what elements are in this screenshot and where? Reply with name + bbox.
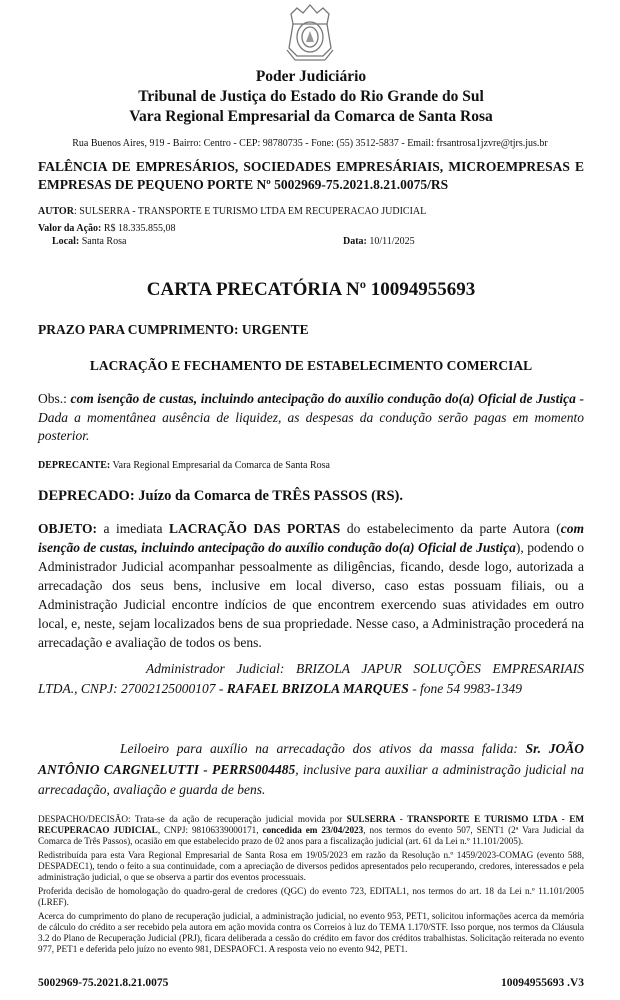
deprecado-label: DEPRECADO: — [38, 488, 135, 504]
deprecante-line — [38, 459, 584, 472]
autor-value: : SULSERRA - TRANSPORTE E TURISMO LTDA EM RECUPERACAO JUDICIAL — [73, 206, 427, 217]
letterhead — [38, 67, 584, 127]
objeto-label: OBJETO: — [38, 521, 98, 536]
footer — [38, 977, 584, 989]
despacho-text: DESPACHO/DECISÃO: Trata-se da ação de recuperação judicial movida por — [38, 814, 347, 824]
despacho-paragraph-4: Acerca do cumprimento do plano de recuperação judicial, a administração judicial, no evento 953, PET1, solicitou informações acerca da memória de cálculo do crédito a ser recebido pela autora em ação movida contra os Correios à luz do TEMA 1.170/STF. Isso porque, nos termos da Cláusula 3.2 do Plano de Recuperação Judicial (PRJ), ficara deliberada a cessão do crédito em favor dos créditos trabalhistas. Solicitação reiterada no evento 977, PET1 e deferida pelo juízo no evento 981, DESPAOFC1. A resposta veio no evento 942, PET1. — [38, 911, 584, 954]
obs-label: Obs.: — [38, 391, 71, 406]
valor-value: R$ 18.335.855,08 — [101, 223, 176, 234]
leiloeiro-paragraph — [38, 739, 584, 801]
header-line-3: Vara Regional Empresarial da Comarca de Santa Rosa — [129, 108, 493, 125]
admin-phone: - fone 54 9983-1349 — [408, 681, 523, 696]
despacho-paragraph-2: Redistribuída para esta Vara Regional Empresarial de Santa Rosa em 19/05/2023 em razão da Resolução n.º 1459/2023-COMAG (evento 588, DESPADEC1), tendo o feito a sua continuidade, com a apreciação de diversos pedidos apresentados pelo recuperando, credores, interessados e pela administração judicial, o que se observa a partir dos eventos processuais. — [38, 850, 584, 882]
obs-rest: Dada a momentânea ausência de liquidez, as despesas da condução serão pagas em momento posterior. — [38, 409, 584, 443]
despacho-bold: SULSERRA - TRANSPORTE E TURISMO LTDA - EM RECUPERACAO JUDICIAL — [38, 814, 585, 835]
obs-bold: com isenção de custas, incluindo antecipação do auxílio condução do(a) Oficial de Justiça - — [70, 391, 584, 406]
despacho-paragraph-3: Proferida decisão de homologação do quadro-geral de credores (QGC) do evento 723, EDITAL1, nos termos do art. 18 da Lei n.º 11.101/2005 (LREF). — [38, 886, 584, 907]
local-value: Santa Rosa — [79, 236, 127, 247]
admin-name: RAFAEL BRIZOLA MARQUES — [226, 681, 409, 696]
objeto-text: do estabelecimento da parte Autora ( — [340, 521, 561, 536]
footer-doc-number: 10094955693 .V3 — [500, 977, 584, 989]
data-line — [343, 235, 543, 248]
despacho-text: , nos termos do evento 507, SENT1 (2ª Vara Judicial da Comarca de Três Passos), ocasião em que estabelecido prazo de 02 anos para a fiscalização judicial (art. 61 da Lei n.º 11.101/2005). — [38, 825, 585, 846]
deprecante-label: DEPRECANTE: — [38, 460, 111, 471]
document-title: CARTA PRECATÓRIA Nº 10094955693 — [146, 279, 476, 300]
objeto-text: ), podendo o Administrador Judicial acompanhar pessoalmente as diligências, ficando, desde logo, autorizada a arrecadação dos seus bens, inclusive em local diverso, caso estas possuam filiais, ou a Administração Judicial encontre indícios de que encontrem exercendo suas atividades em outro local, e, neste, sejam localizados bens de sua propriedade. Nesse caso, a Administração procederá na arrecadação e avaliação de todos os bens. — [38, 540, 584, 650]
data-value: 10/11/2025 — [366, 236, 415, 247]
autor-label: AUTOR — [38, 206, 74, 217]
leiloeiro-name: Sr. JOÃO ANTÔNIO CARGNELUTTI - PERRS004485 — [38, 741, 584, 777]
prazo: PRAZO PARA CUMPRIMENTO: URGENTE — [38, 322, 309, 337]
header-line-2: Tribunal de Justiça do Estado do Rio Grande do Sul — [138, 88, 484, 105]
despacho-bold: concedida em 23/04/2023 — [262, 825, 364, 835]
deprecado-line — [38, 487, 584, 506]
despacho-text: , CNPJ: 98106339000171, — [157, 825, 263, 835]
objeto-text: a imediata — [97, 521, 170, 536]
obs-paragraph — [38, 390, 584, 446]
deprecante-value: Vara Regional Empresarial da Comarca de Santa Rosa — [110, 460, 330, 471]
header-line-1: Poder Judiciário — [255, 68, 367, 85]
objeto-bold-italic: com isenção de custas, incluindo antecipação do auxílio condução do(a) Oficial de Justiça — [38, 521, 584, 555]
objeto-bold: LACRAÇÃO DAS PORTAS — [169, 521, 341, 536]
valor-line — [38, 222, 584, 235]
autor-line — [38, 205, 584, 218]
coat-of-arms-logo — [283, 4, 337, 62]
objeto-paragraph — [38, 519, 584, 652]
court-address: Rua Buenos Aires, 919 - Bairro: Centro - CEP: 98780735 - Fone: (55) 3512-5837 - Email: frsantrosa1jzvre@tjrs.jus.br — [72, 138, 548, 149]
despacho-section — [38, 814, 584, 955]
administrador-paragraph — [38, 659, 584, 699]
leiloeiro-text: , inclusive para auxiliar a administração judicial na arrecadação, avaliação e guarda de bens. — [38, 761, 584, 797]
subject: LACRAÇÃO E FECHAMENTO DE ESTABELECIMENTO COMERCIAL — [89, 358, 533, 373]
local-label: Local: — [52, 236, 80, 247]
valor-label: Valor da Ação: — [38, 223, 102, 234]
footer-case-number: 5002969-75.2021.8.21.0075 — [38, 977, 169, 989]
data-label: Data: — [343, 236, 367, 247]
deprecado-value: Juízo da Comarca de TRÊS PASSOS (RS). — [134, 488, 403, 504]
despacho-paragraph-1 — [38, 814, 584, 847]
case-title: FALÊNCIA DE EMPRESÁRIOS, SOCIEDADES EMPRESÁRIAIS, MICROEMPRESAS E EMPRESAS DE PEQUENO PORTE Nº 5002969-75.2021.8.21.0075/RS — [38, 159, 584, 192]
leiloeiro-text: Leiloeiro para auxílio na arrecadação dos ativos da massa falida: — [120, 741, 526, 756]
admin-text: Administrador Judicial: BRIZOLA JAPUR SOLUÇÕES EMPRESARIAIS LTDA., CNPJ: 27002125000107 - — [38, 661, 584, 696]
